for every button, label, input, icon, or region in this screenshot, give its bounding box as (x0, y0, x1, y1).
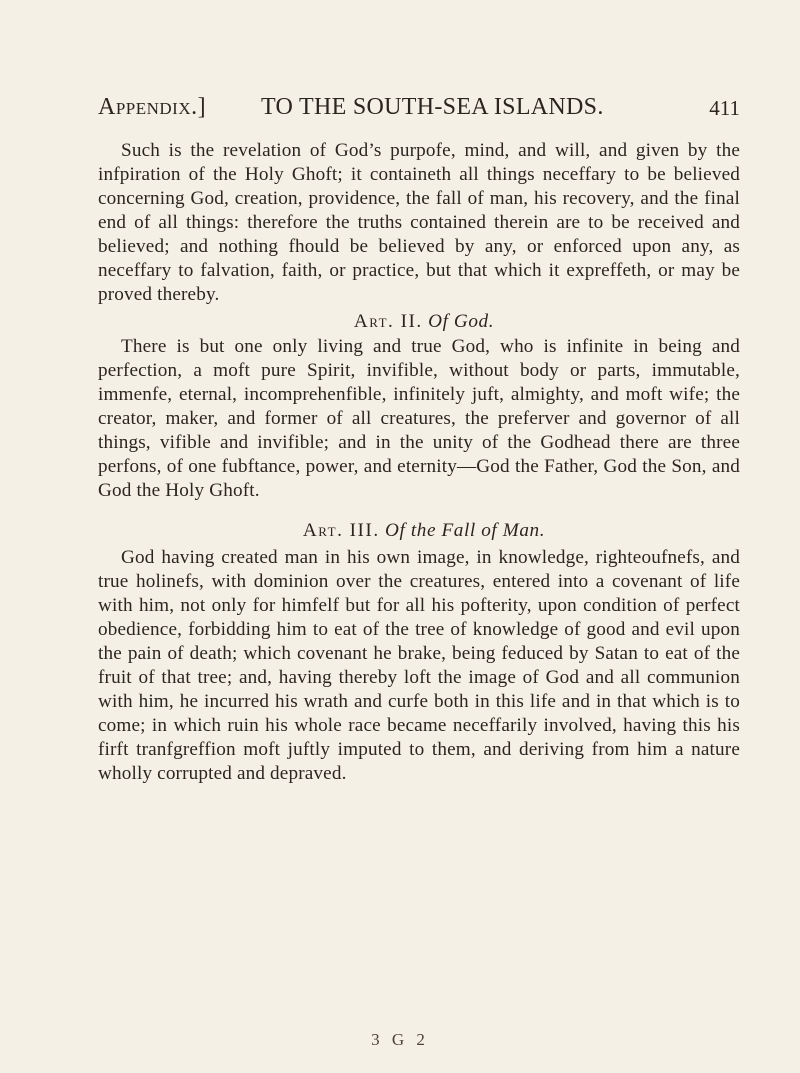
running-head (98, 90, 740, 124)
running-head-title: TO THE SOUTH-SEA ISLANDS. (261, 94, 604, 120)
article-heading-fall (98, 517, 740, 544)
paragraph-revelation: Such is the revelation of God’s purpofe, mind, and will, and given by the infpiration of the Holy Ghoft; it containeth all things neceffary to be believed concerning God, creation, providence, the fall of man, his recovery, and the final end of all things: therefore the truths contained therein are to be received and believed; and nothing fhould be believed by any, or enforced upon any, as neceffary to falvation, faith, or practice, but that which it expreffeth, or may be proved thereby. (98, 140, 740, 305)
paragraph-of-god: There is but one only living and true God, who is infinite in being and perfection, a moft pure Spirit, invifible, without body or parts, immutable, immenfe, eternal, incomprehenfible, infinitely juft, almighty, and moft wife; the creator, maker, and former of all creatures, the preferver and governor of all things, vifible and invifible; and in the unity of the Godhead there are three perfons, of one fubftance, power, and eternity—God the Father, God the Son, and God the Holy Ghoft. (98, 336, 740, 501)
signature-mark: 3 G 2 (371, 1030, 429, 1049)
article-title: Of the Fall of Man. (385, 520, 546, 541)
paragraph-fall-of-man: God having created man in his own image, in knowledge, righteoufnefs, and true holinefs, with dominion over the creatures, entered into a covenant of life with him, not only for himfelf but for all his pofterity, upon condition of perfect obedience, forbidding him to eat of the tree of knowledge of good and evil upon the pain of death; which covenant he brake, being feduced by Satan to eat of the fruit of that tree; and, having thereby loft the image of God and all communion with him, he incurred his wrath and curfe both in this life and in that which is to come; in which ruin his whole race became neceffarily involved, having this his firft tranfgreffion moft juftly imputed to them, and deriving from him a nature wholly corrupted and depraved. (98, 547, 740, 784)
article-heading-god (98, 308, 740, 335)
article-number: Art. II. (353, 311, 423, 332)
page-number: 411 (709, 96, 740, 120)
running-head-section: Appendix.] (98, 94, 207, 120)
article-number: Art. III. (302, 520, 380, 541)
body-text (98, 139, 740, 786)
article-title: Of God. (428, 311, 495, 332)
